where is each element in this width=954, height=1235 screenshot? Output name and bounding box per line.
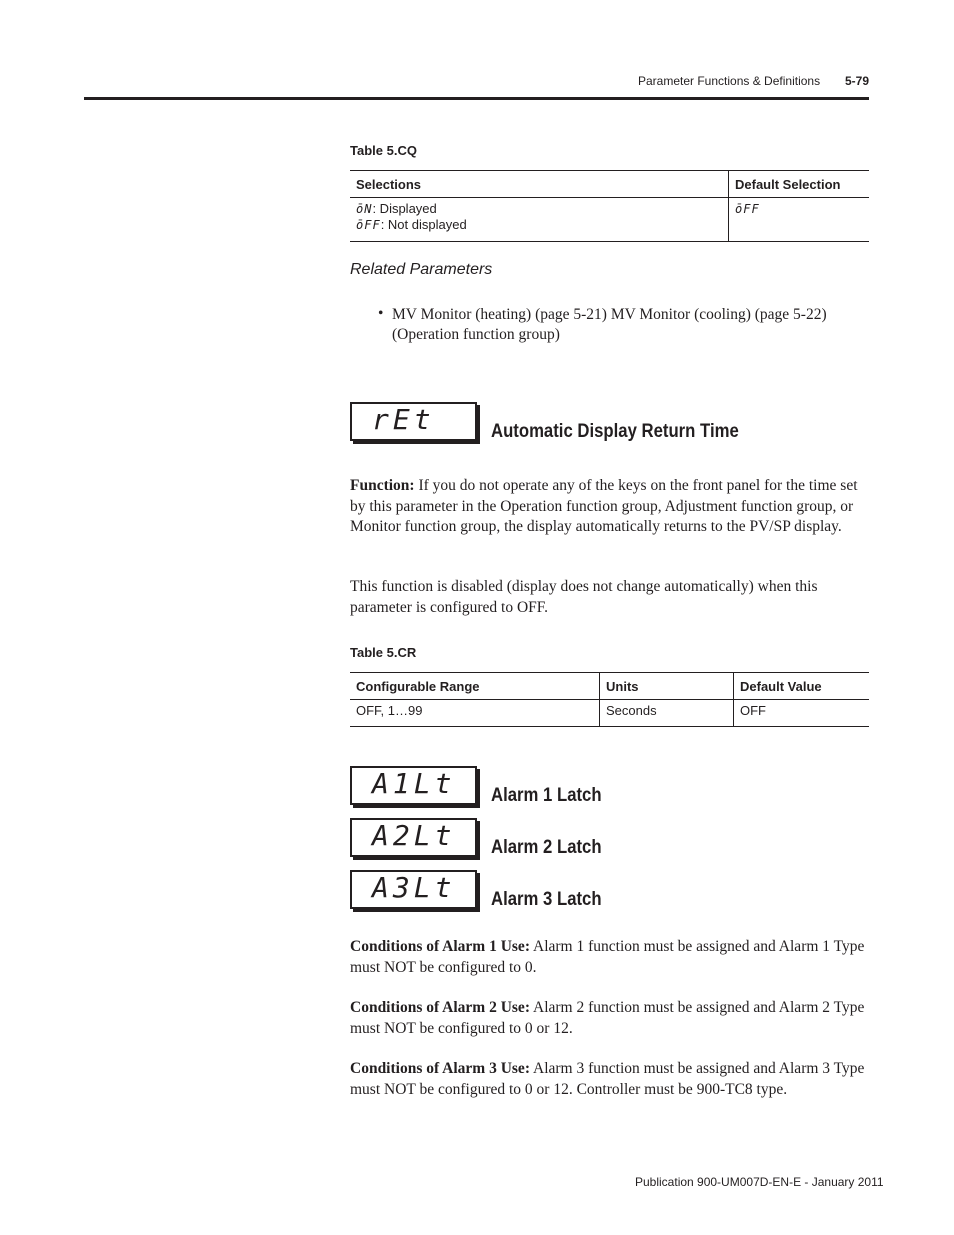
lcd-text: A2Lt bbox=[372, 819, 456, 852]
table-cr-default-cell: OFF bbox=[734, 700, 870, 727]
lcd-display-a2lt bbox=[350, 818, 477, 857]
alarm2-conditions-text: Alarm 2 function must be assigned and Alarm 2 Type must NOT be configured to 0 or 12. bbox=[350, 999, 865, 1037]
alarm3-conditions bbox=[350, 1059, 865, 1100]
table-cr-range-cell: OFF, 1…99 bbox=[350, 700, 600, 727]
function-paragraph bbox=[350, 476, 865, 538]
alarm2-conditions bbox=[350, 998, 865, 1039]
parameter-title-ret: Automatic Display Return Time bbox=[491, 421, 739, 442]
alarm3-conditions-label: Conditions of Alarm 3 Use: bbox=[350, 1060, 530, 1077]
table-cr-header-default: Default Value bbox=[734, 673, 870, 700]
publication-footer: Publication 900-UM007D-EN-E - January 2011 bbox=[635, 1175, 884, 1189]
alarm2-conditions-label: Conditions of Alarm 2 Use: bbox=[350, 999, 530, 1016]
alarm1-conditions-text: Alarm 1 function must be assigned and Alarm 1 Type must NOT be configured to 0. bbox=[350, 938, 865, 976]
table-cq-selections-cell bbox=[350, 198, 729, 242]
table-cq-header-selections: Selections bbox=[350, 171, 729, 198]
table-cq-header-default: Default Selection bbox=[729, 171, 870, 198]
table-row bbox=[350, 700, 869, 727]
lcd-text: rEt bbox=[372, 403, 435, 436]
table-cr bbox=[350, 672, 869, 727]
related-parameters-item: MV Monitor (heating) (page 5-21) MV Monitor (cooling) (page 5-22) (Operation function group) bbox=[392, 306, 827, 343]
running-header-title: Parameter Functions & Definitions bbox=[638, 74, 821, 88]
header-rule bbox=[84, 97, 869, 100]
seg-code-off: ōFF bbox=[356, 218, 381, 232]
page-number: 5-79 bbox=[845, 74, 870, 88]
bullet-marker: • bbox=[378, 305, 384, 322]
function-text: If you do not operate any of the keys on the front panel for the time set by this parameter in the Operation function group, Adjustment function group, or Monitor function group, the display automatically returns to the PV/SP display. bbox=[350, 477, 858, 535]
alarm3-conditions-text: Alarm 3 function must be assigned and Alarm 3 Type must NOT be configured to 0 or 12. Controller must be 900-TC8 type. bbox=[350, 1060, 865, 1098]
alarm1-conditions bbox=[350, 937, 865, 978]
parameter-title-alarm3-latch: Alarm 3 Latch bbox=[491, 889, 602, 910]
table-row bbox=[350, 198, 869, 242]
table-cq-default-cell bbox=[729, 198, 870, 242]
selection-off-text: : Not displayed bbox=[380, 217, 467, 232]
table-cr-caption: Table 5.CR bbox=[350, 645, 417, 660]
selection-on-text: : Displayed bbox=[372, 201, 437, 216]
table-cr-header-units: Units bbox=[600, 673, 734, 700]
lcd-display-a1lt bbox=[350, 766, 477, 805]
disabled-paragraph: This function is disabled (display does not change automatically) when this parameter is configured to OFF. bbox=[350, 578, 818, 616]
lcd-display-a3lt bbox=[350, 870, 477, 909]
function-label: Function: bbox=[350, 477, 415, 494]
seg-code-default: ōFF bbox=[735, 202, 760, 216]
alarm1-conditions-label: Conditions of Alarm 1 Use: bbox=[350, 938, 530, 955]
related-parameters-heading: Related Parameters bbox=[350, 261, 493, 278]
seg-code-on: ōN bbox=[356, 202, 373, 216]
table-cr-header-range: Configurable Range bbox=[350, 673, 600, 700]
lcd-display-ret bbox=[350, 402, 477, 441]
parameter-title-alarm1-latch: Alarm 1 Latch bbox=[491, 785, 602, 806]
lcd-text: A3Lt bbox=[372, 871, 456, 904]
table-cq-caption: Table 5.CQ bbox=[350, 143, 417, 158]
table-cq bbox=[350, 170, 869, 242]
table-cr-units-cell: Seconds bbox=[600, 700, 734, 727]
lcd-text: A1Lt bbox=[372, 767, 456, 800]
parameter-title-alarm2-latch: Alarm 2 Latch bbox=[491, 837, 602, 858]
